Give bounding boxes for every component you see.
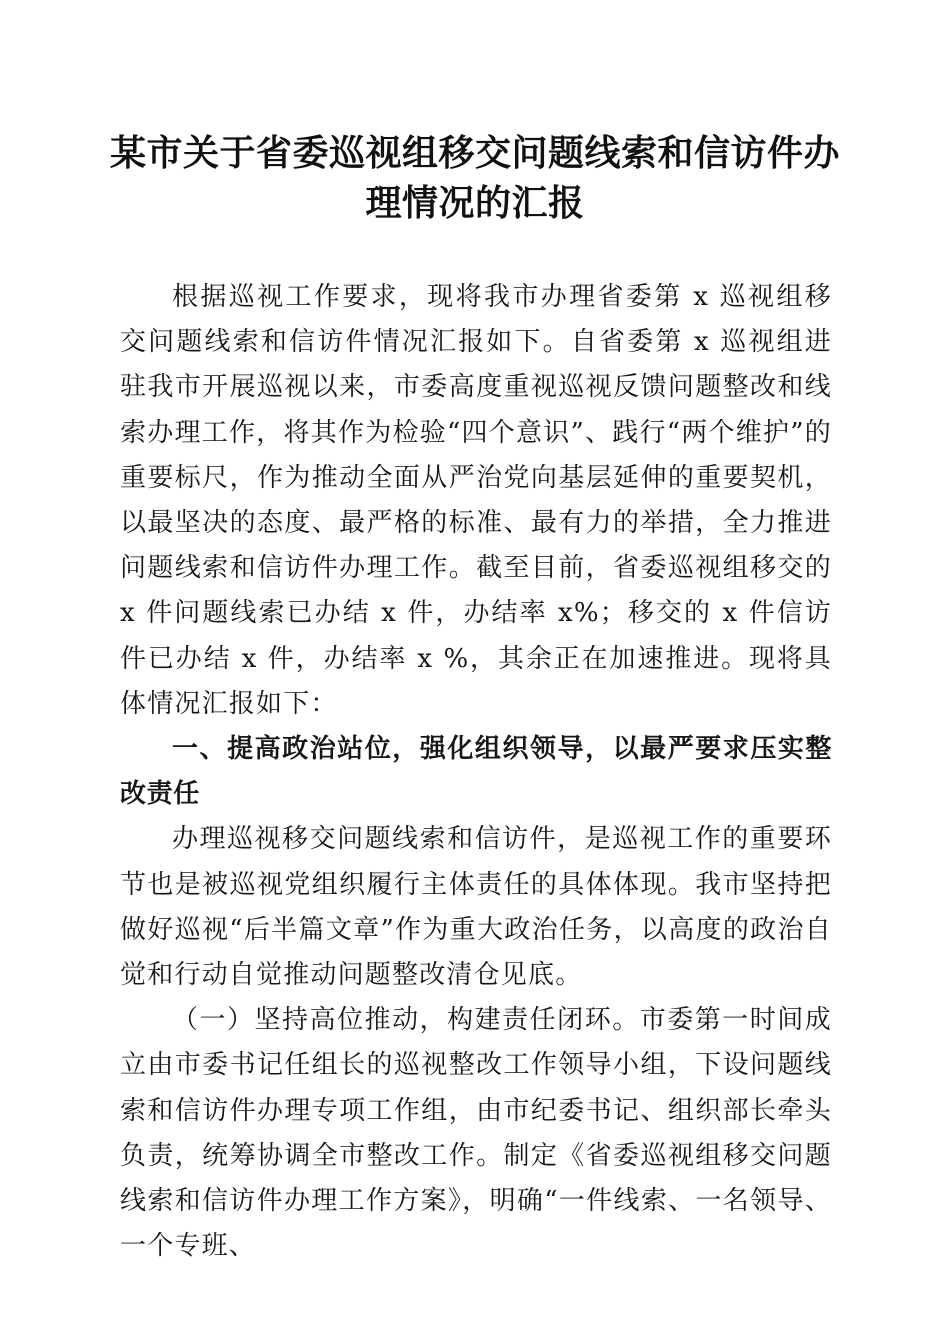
document-title: 某市关于省委巡视组移交问题线索和信访件办理情况的汇报 [109, 132, 840, 224]
subsection-1-paragraph [120, 998, 832, 1269]
document-body [120, 275, 832, 1269]
section-1-paragraph: 办理巡视移交问题线索和信访件，是巡视工作的重要环节也是被巡视党组织履行主体责任的具体体现。我市坚持把做好巡视“后半篇文章”作为重大政治任务，以高度的政治自觉和行动自觉推动问题整改清仓见底。 [120, 824, 832, 991]
intro-paragraph: 根据巡视工作要求，现将我市办理省委第 x 巡视组移交问题线索和信访件情况汇报如下。自省委第 x 巡视组进驻我市开展巡视以来，市委高度重视巡视反馈问题整改和线索办理工作，将其作为检验“四个意识”、践行“两个维护”的重要标尺，作为推动全面从严治党向基层延伸的重要契机，以最坚决的态度、最严格的标准、最有力的举措，全力推进问题线索和信访件办理工作。截至目前，省委巡视组移交的 x 件问题线索已办结 x 件，办结率 x%；移交的 x 件信访件已办结 x 件，办结率 x %，其余正在加速推进。现将具体情况汇报如下： [120, 282, 832, 719]
section-1-heading: 一、提高政治站位，强化组织领导，以最严要求压实整改责任 [120, 734, 832, 810]
subsection-1-body: 市委第一时间成立由市委书记任组长的巡视整改工作领导小组，下设问题线索和信访件办理专项工作组，由市纪委书记、组织部长牵头负责，统筹协调全市整改工作。制定《省委巡视组移交问题线索和信访件办理工作方案》，明确“一件线索、一名领导、一个专班、 [120, 1005, 832, 1262]
subsection-1-lead: （一）坚持高位推动，构建责任闭环。 [172, 1005, 640, 1036]
